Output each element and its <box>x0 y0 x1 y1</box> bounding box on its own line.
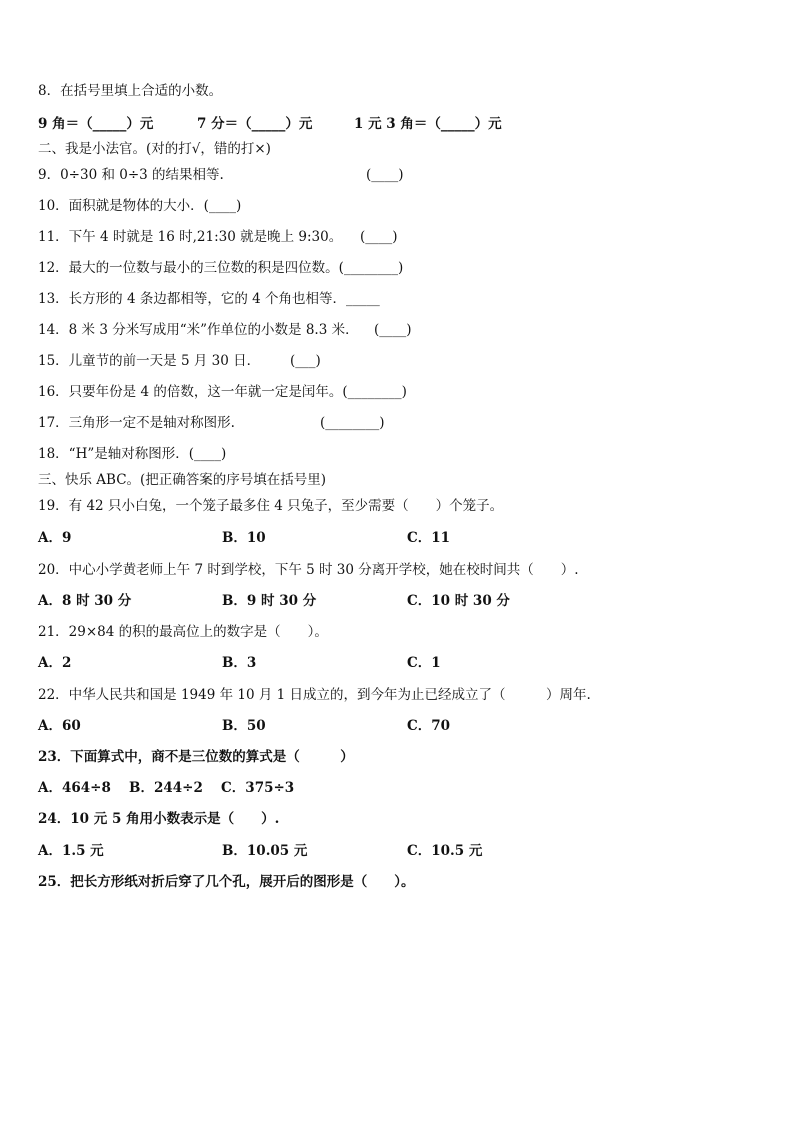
question-13: 13．长方形的 4 条边都相等，它的 4 个角也相等．_____ <box>38 291 380 307</box>
q23-options: A．464÷8 B．244÷2 C．375÷3 <box>38 780 295 796</box>
q22-option-b: B．50 <box>222 718 266 734</box>
q20-option-b: B．9 时 30 分 <box>222 593 317 609</box>
question-9: 9．0÷30 和 0÷3 的结果相等. <box>38 167 224 183</box>
section-3-heading: 三、快乐 ABC。(把正确答案的序号填在括号里) <box>38 472 327 488</box>
question-8: 8．在括号里填上合适的小数。 <box>38 83 223 99</box>
q14-answer-blank: (____) <box>374 322 412 338</box>
q21-option-a: A．2 <box>38 655 72 671</box>
q19-option-c: C．11 <box>407 530 451 546</box>
q24-option-c: C．10.5 元 <box>407 843 483 859</box>
q21-option-b: B．3 <box>222 655 257 671</box>
q8-part-3: 1 元 3 角＝（_____）元 <box>354 116 502 132</box>
q21-option-c: C．1 <box>407 655 441 671</box>
section-2-heading: 二、我是小法官。(对的打√，错的打×) <box>38 141 271 157</box>
question-16: 16．只要年份是 4 的倍数，这一年就一定是闰年。(________) <box>38 384 407 400</box>
q20-option-c: C．10 时 30 分 <box>407 593 510 609</box>
q8-part-1: 9 角＝（_____）元 <box>38 116 154 132</box>
question-21: 21．29×84 的积的最高位上的数字是（ ）。 <box>38 624 328 640</box>
question-10: 10．面积就是物体的大小．(____) <box>38 198 242 214</box>
question-15: 15．儿童节的前一天是 5 月 30 日． <box>38 353 261 369</box>
q9-answer-blank: (____) <box>366 167 404 183</box>
q24-option-b: B．10.05 元 <box>222 843 308 859</box>
question-20: 20．中心小学黄老师上午 7 时到学校，下午 5 时 30 分离开学校，她在校时间共（ ）. <box>38 562 579 578</box>
q15-answer-blank: (___) <box>290 353 321 369</box>
question-19: 19．有 42 只小白兔，一个笼子最多住 4 只兔子，至少需要（ ）个笼子。 <box>38 498 504 514</box>
question-18: 18．“H”是轴对称图形．(____) <box>38 446 227 462</box>
question-11: 11．下午 4 时就是 16 时,21:30 就是晚上 9:30。 <box>38 229 343 245</box>
q19-option-b: B．10 <box>222 530 266 546</box>
q8-part-2: 7 分＝（_____）元 <box>197 116 313 132</box>
q24-option-a: A．1.5 元 <box>38 843 104 859</box>
q22-option-a: A．60 <box>38 718 81 734</box>
question-17: 17．三角形一定不是轴对称图形. <box>38 415 235 431</box>
q19-option-a: A．9 <box>38 530 72 546</box>
question-24: 24．10 元 5 角用小数表示是（ ）. <box>38 811 280 827</box>
question-14: 14．8 米 3 分米写成用“米”作单位的小数是 8.3 米． <box>38 322 359 338</box>
q22-option-c: C．70 <box>407 718 451 734</box>
question-23: 23．下面算式中，商不是三位数的算式是（ ） <box>38 749 354 765</box>
question-25: 25．把长方形纸对折后穿了几个孔，展开后的图形是（ ）。 <box>38 874 415 890</box>
q11-answer-blank: (____) <box>360 229 398 245</box>
question-12: 12．最大的一位数与最小的三位数的积是四位数。(________) <box>38 260 404 276</box>
q17-answer-blank: (________) <box>320 415 385 431</box>
question-22: 22．中华人民共和国是 1949 年 10 月 1 日成立的，到今年为止已经成立了（ ）周年. <box>38 687 591 703</box>
q20-option-a: A．8 时 30 分 <box>38 593 132 609</box>
